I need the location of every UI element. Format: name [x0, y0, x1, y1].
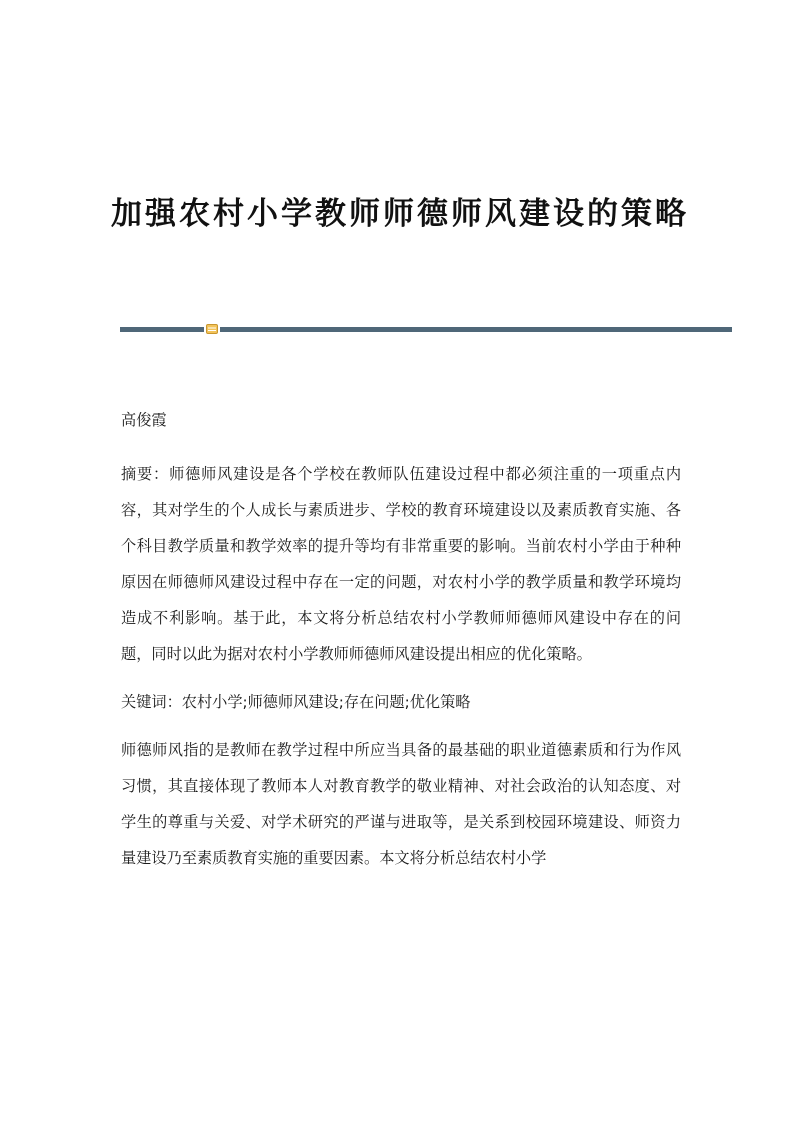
abstract-text: 师德师风建设是各个学校在教师队伍建设过程中都必须注重的一项重点内容，其对学生的个人成长与素质进步、学校的教育环境建设以及素质教育实施、各个科目教学质量和教学效率的提升等均有非常重要的影响。当前农村小学由于种种原因在师德师风建设过程中存在一定的问题，对农村小学的教学质量和教学环境均造成不利影响。基于此，本文将分析总结农村小学教师师德师风建设中存在的问题，同时以此为据对农村小学教师师德师风建设提出相应的优化策略。 [121, 465, 682, 663]
keywords-label: 关键词： [121, 693, 182, 711]
document-title: 加强农村小学教师师德师风建设的策略 [111, 196, 689, 232]
divider-bar-left [120, 327, 204, 332]
author-name: 高俊霞 [121, 411, 167, 429]
title-divider [120, 324, 732, 334]
divider-bar-right [220, 327, 732, 332]
keywords-line [121, 686, 681, 718]
document-body [121, 404, 681, 890]
keywords-text: 农村小学;师德师风建设;存在问题;优化策略 [181, 693, 471, 711]
body-paragraph: 师德师风指的是教师在教学过程中所应当具备的最基础的职业道德素质和行为作风习惯，其直接体现了教师本人对教育教学的敬业精神、对社会政治的认知态度、对学生的尊重与关爱、对学术研究的严谨与进取等，是关系到校园环境建设、师资力量建设乃至素质教育实施的重要因素。本文将分析总结农村小学 [121, 741, 681, 867]
abstract-label: 摘要： [121, 465, 170, 483]
abstract-paragraph [121, 456, 681, 672]
document-badge-icon [206, 324, 218, 334]
